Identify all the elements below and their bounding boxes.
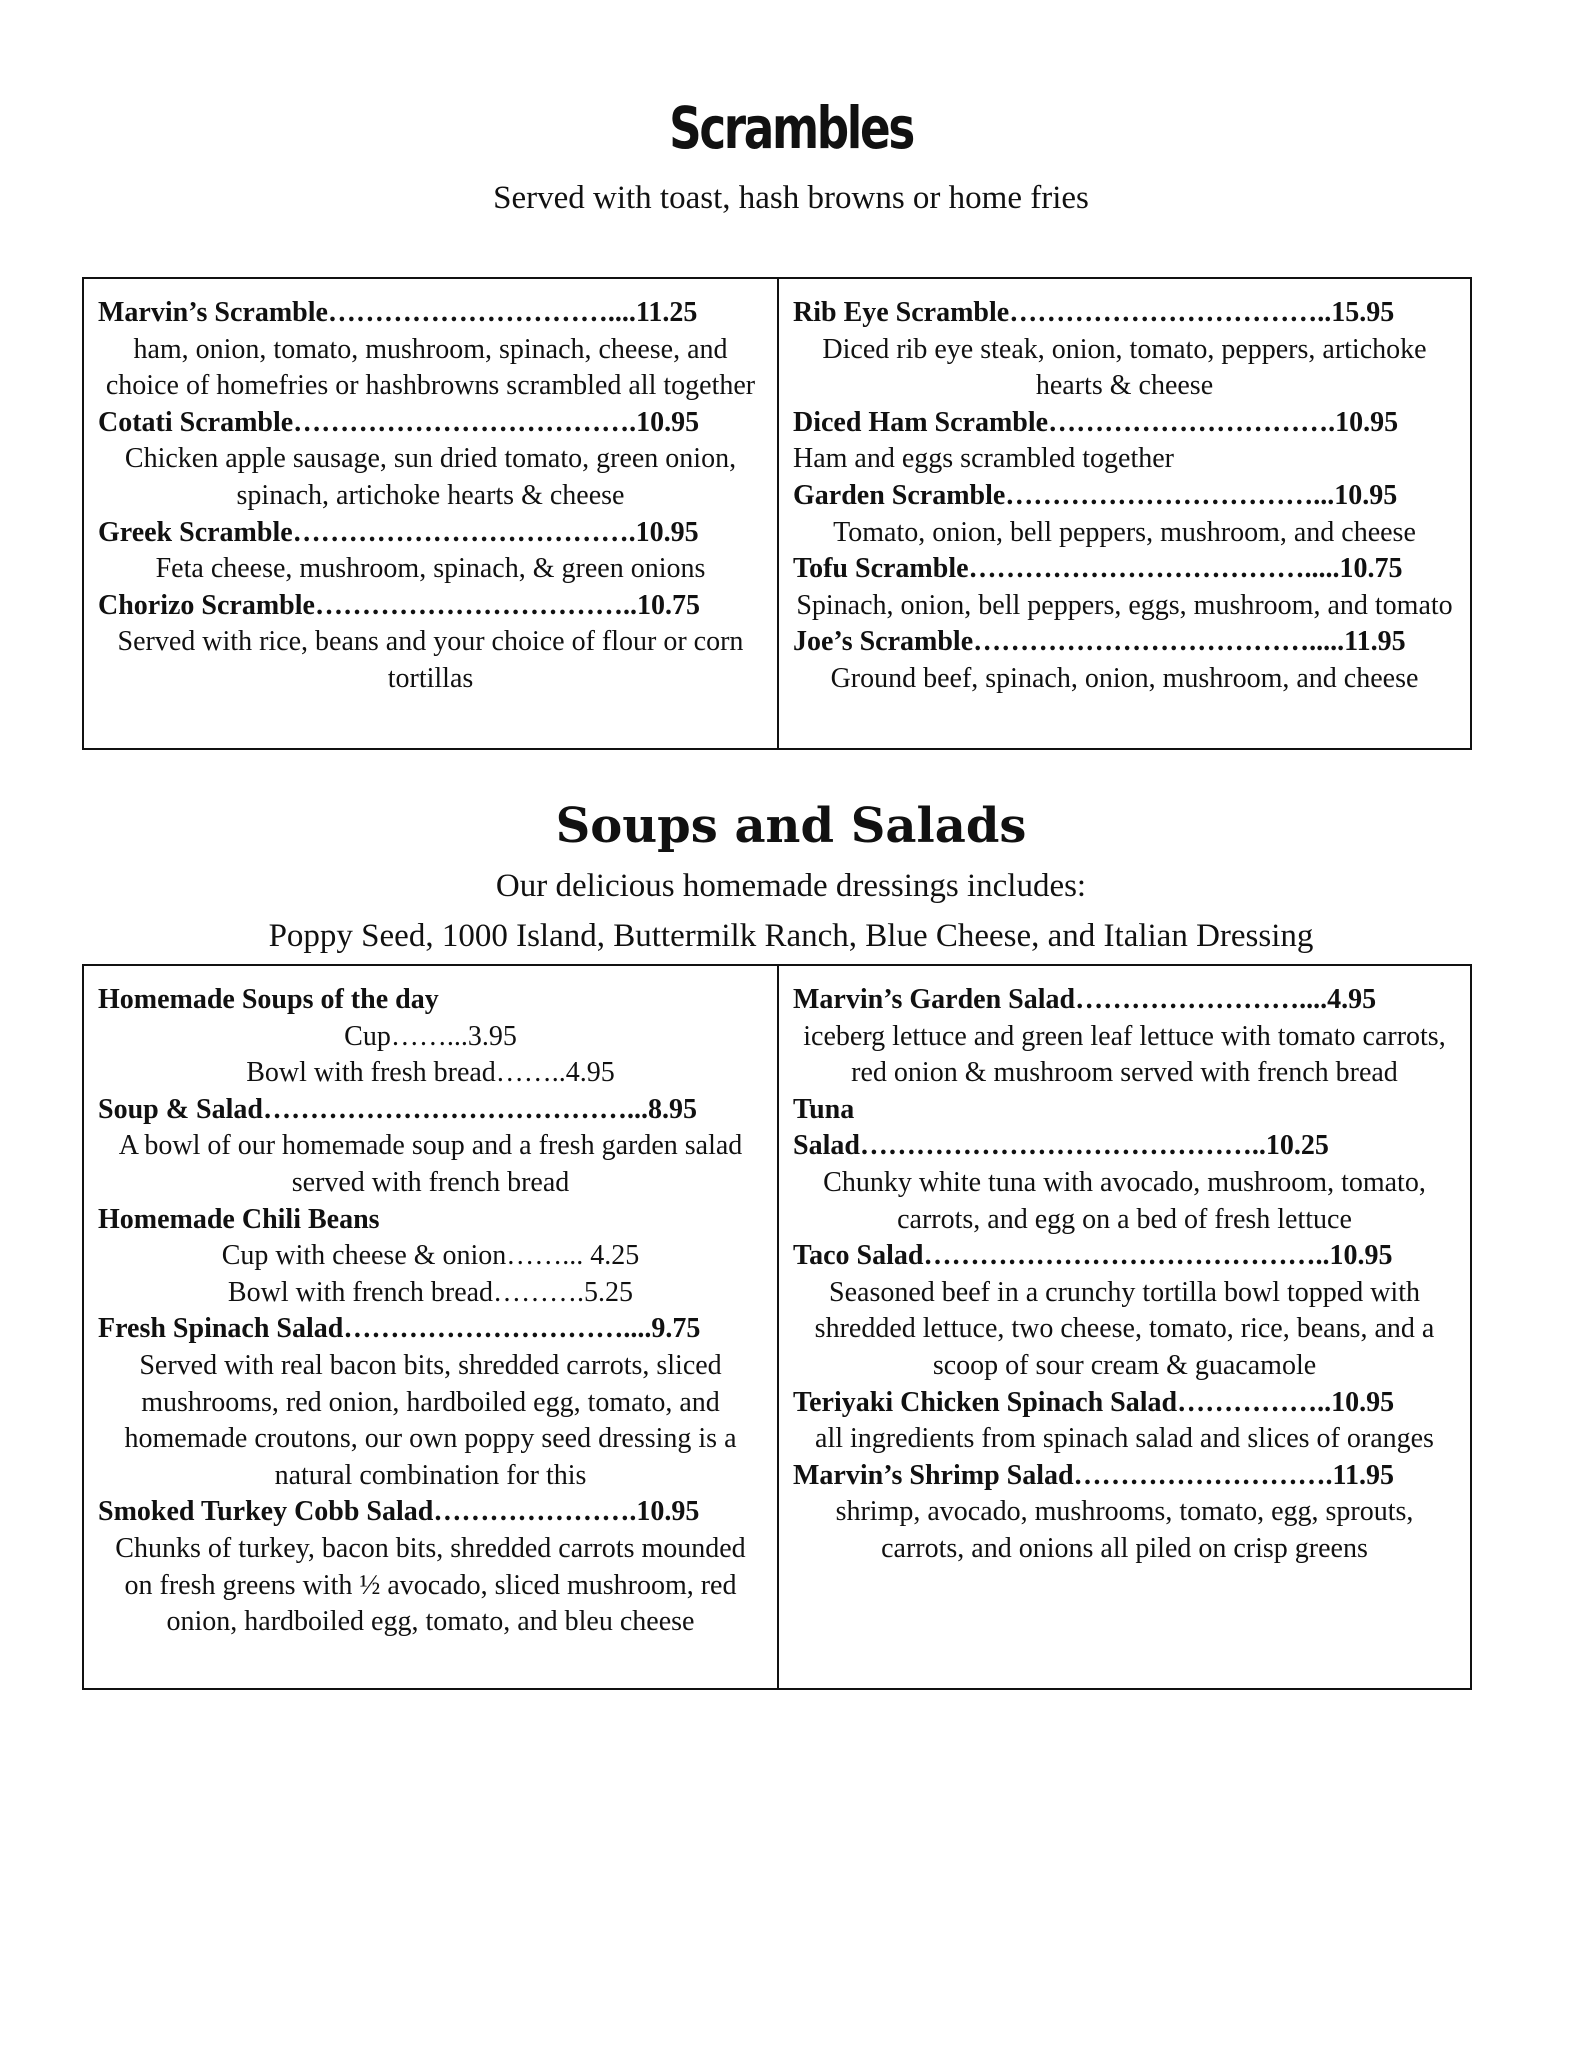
item-name: Teriyaki Chicken Spinach Salad……………..10.95 [793,1386,1395,1418]
soups-right-column [777,966,1470,1688]
item-name: Chorizo Scramble……………………………..10.75 [98,589,700,621]
item-price-bowl: Bowl with french bread……….5.25 [227,1276,634,1308]
menu-item-taco-salad [793,1238,1456,1384]
item-name: Marvin’s Shrimp Salad……………………….11.95 [793,1459,1395,1491]
item-description: all ingredients from spinach salad and slices of oranges [815,1423,1434,1455]
item-name: Smoked Turkey Cobb Salad………………….10.95 [98,1496,700,1528]
item-name: Marvin’s Scramble…………………………....11.25 [98,297,698,328]
menu-item-soup-salad [98,1092,763,1202]
item-description: ham, onion, tomato, mushroom, spinach, cheese, and choice of homefries or hashbrowns scrambled all together [105,333,756,402]
item-name: Rib Eye Scramble……………………………..15.95 [793,297,1395,328]
item-description: Ham and eggs scrambled together [793,443,1174,475]
item-name: Homemade Soups of the day [98,984,439,1015]
item-description: iceberg lettuce and green leaf lettuce with tomato carrots, red onion & mushroom served with french bread [803,1020,1446,1089]
item-name-continued: Salad……………………………………..10.25 [793,1130,1329,1162]
item-name: Cotati Scramble……………………………….10.95 [98,406,700,438]
item-name: Greek Scramble……………………………….10.95 [98,516,699,548]
menu-item-rib-eye-scramble [793,295,1456,405]
menu-item-tuna-salad [793,1092,1456,1238]
soups-salads-subtitle: Our delicious homemade dressings includes: [495,868,1087,904]
item-description: Chunky white tuna with avocado, mushroom, tomato, carrots, and egg on a bed of fresh lettuce [823,1166,1426,1235]
item-price-bowl: Bowl with fresh bread……..4.95 [246,1057,615,1089]
item-description: Tomato, onion, bell peppers, mushroom, and cheese [833,516,1416,548]
item-name: Homemade Chili Beans [98,1203,380,1235]
menu-item-marvins-scramble [98,295,763,405]
menu-item-cotati-scramble [98,405,763,515]
item-name: Garden Scramble……………………………...10.95 [793,479,1398,511]
menu-item-greek-scramble [98,515,763,588]
item-description: Served with real bacon bits, shredded carrots, sliced mushrooms, red onion, hardboiled egg, tomato, and homemade croutons, our own poppy seed dressing is a natural combination for this [124,1349,737,1491]
scrambles-subtitle: Served with toast, hash browns or home fries [493,180,1089,216]
dressings-list: Poppy Seed, 1000 Island, Buttermilk Ranch, Blue Cheese, and Italian Dressing [268,918,1314,954]
item-name: Marvin’s Garden Salad……………………....4.95 [793,984,1377,1015]
item-name: Fresh Spinach Salad…………………………....9.75 [98,1313,701,1345]
item-name: Joe’s Scramble……………………………….....11.95 [793,626,1406,658]
item-name: Soup & Salad…………………………………...8.95 [98,1093,697,1125]
item-description: Diced rib eye steak, onion, tomato, peppers, artichoke hearts & cheese [822,333,1427,402]
scrambles-left-column [84,279,777,748]
menu-item-homemade-soups [98,982,763,1092]
scrambles-right-column [777,279,1470,748]
menu-item-shrimp-salad [793,1458,1456,1568]
item-description: Served with rice, beans and your choice of flour or corn tortillas [117,626,744,694]
menu-item-joes-scramble [793,624,1456,697]
menu-item-garden-scramble [793,478,1456,551]
soups-salads-menu-box [82,964,1472,1690]
item-name: Tofu Scramble……………………………….....10.75 [793,553,1403,585]
scrambles-menu-box [82,277,1472,750]
menu-item-chili-beans [98,1202,763,1312]
soups-left-column [84,966,777,1688]
item-description: shrimp, avocado, mushrooms, tomato, egg, sprouts, carrots, and onions all piled on crisp greens [835,1496,1414,1564]
item-description: Seasoned beef in a crunchy tortilla bowl topped with shredded lettuce, two cheese, tomato, rice, beans, and a scoop of sour cream & guacamole [814,1276,1435,1381]
menu-item-fresh-spinach-salad [98,1311,763,1494]
menu-item-chorizo-scramble [98,588,763,698]
item-description: Ground beef, spinach, onion, mushroom, and cheese [830,662,1419,694]
menu-item-tofu-scramble [793,551,1456,624]
item-name: Taco Salad……………………………………..10.95 [793,1240,1393,1272]
item-name: Tuna [793,1093,855,1125]
item-name: Diced Ham Scramble………………………….10.95 [793,406,1399,438]
item-description: Feta cheese, mushroom, spinach, & green onions [155,553,706,585]
soups-salads-title: Soups and Salads [555,798,1027,854]
item-price-cup: Cup……...3.95 [344,1020,517,1052]
item-price-cup: Cup with cheese & onion……... 4.25 [221,1240,640,1272]
item-description: Chicken apple sausage, sun dried tomato, green onion, spinach, artichoke hearts & cheese [124,443,737,511]
menu-item-teriyaki-salad [793,1385,1456,1458]
menu-item-garden-salad [793,982,1456,1092]
item-description: Spinach, onion, bell peppers, eggs, mushroom, and tomato [796,589,1453,621]
scrambles-title: Scrambles [669,94,913,162]
item-description: A bowl of our homemade soup and a fresh garden salad served with french bread [118,1130,743,1198]
item-description: Chunks of turkey, bacon bits, shredded carrots mounded on fresh greens with ½ avocado, sliced mushroom, red onion, hardboiled egg, tomato, and bleu cheese [115,1532,746,1638]
menu-item-cobb-salad [98,1494,763,1640]
menu-item-diced-ham-scramble [793,405,1456,478]
